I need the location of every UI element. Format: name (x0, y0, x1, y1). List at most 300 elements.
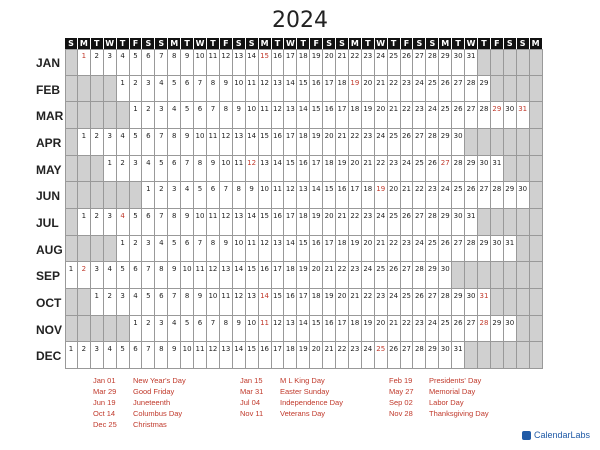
day-cell[interactable]: 16 (272, 49, 285, 76)
day-cell[interactable]: 14 (233, 262, 246, 289)
day-cell[interactable]: 27 (439, 156, 452, 183)
day-cell[interactable]: 30 (452, 209, 465, 236)
day-cell[interactable]: 19 (349, 76, 362, 103)
day-cell[interactable]: 2 (91, 129, 104, 156)
day-cell[interactable]: 18 (297, 209, 310, 236)
day-cell[interactable]: 1 (78, 209, 91, 236)
day-cell[interactable]: 21 (336, 129, 349, 156)
day-cell[interactable]: 24 (388, 289, 401, 316)
day-cell[interactable]: 27 (465, 102, 478, 129)
day-cell[interactable]: 22 (401, 102, 414, 129)
day-cell[interactable]: 29 (478, 236, 491, 263)
day-cell[interactable]: 15 (323, 182, 336, 209)
day-cell[interactable]: 9 (220, 76, 233, 103)
day-cell[interactable]: 20 (362, 76, 375, 103)
day-cell[interactable]: 22 (349, 129, 362, 156)
day-cell[interactable]: 1 (130, 102, 143, 129)
day-cell[interactable]: 2 (142, 102, 155, 129)
day-cell[interactable]: 17 (349, 182, 362, 209)
day-cell[interactable]: 15 (246, 262, 259, 289)
day-cell[interactable]: 15 (259, 209, 272, 236)
day-cell[interactable]: 14 (246, 49, 259, 76)
day-cell[interactable]: 4 (155, 236, 168, 263)
day-cell[interactable]: 29 (465, 156, 478, 183)
day-cell[interactable]: 14 (284, 236, 297, 263)
day-cell[interactable]: 7 (207, 316, 220, 343)
day-cell[interactable]: 30 (504, 102, 517, 129)
day-cell[interactable]: 14 (297, 316, 310, 343)
day-cell[interactable]: 28 (465, 76, 478, 103)
day-cell[interactable]: 4 (181, 182, 194, 209)
day-cell[interactable]: 31 (465, 49, 478, 76)
day-cell[interactable]: 17 (284, 129, 297, 156)
day-cell[interactable]: 22 (349, 209, 362, 236)
calendarlabs-logo[interactable] (522, 430, 590, 440)
day-cell[interactable]: 26 (401, 49, 414, 76)
day-cell[interactable]: 3 (155, 316, 168, 343)
day-cell[interactable]: 17 (272, 262, 285, 289)
day-cell[interactable]: 3 (104, 209, 117, 236)
day-cell[interactable]: 25 (439, 316, 452, 343)
day-cell[interactable]: 24 (401, 156, 414, 183)
day-cell[interactable]: 5 (168, 76, 181, 103)
day-cell[interactable]: 17 (336, 316, 349, 343)
day-cell[interactable]: 6 (130, 342, 143, 369)
day-cell[interactable]: 4 (117, 49, 130, 76)
day-cell[interactable]: 20 (375, 316, 388, 343)
day-cell[interactable]: 4 (104, 342, 117, 369)
day-cell[interactable]: 21 (336, 209, 349, 236)
day-cell[interactable]: 17 (323, 236, 336, 263)
day-cell[interactable]: 16 (310, 236, 323, 263)
day-cell[interactable]: 13 (272, 236, 285, 263)
day-cell[interactable]: 11 (207, 209, 220, 236)
day-cell[interactable]: 5 (168, 236, 181, 263)
day-cell[interactable]: 26 (439, 76, 452, 103)
day-cell[interactable]: 27 (426, 289, 439, 316)
day-cell[interactable]: 28 (478, 316, 491, 343)
day-cell[interactable]: 14 (259, 289, 272, 316)
day-cell[interactable]: 26 (452, 102, 465, 129)
day-cell[interactable]: 5 (181, 102, 194, 129)
day-cell[interactable]: 12 (284, 182, 297, 209)
day-cell[interactable]: 7 (155, 209, 168, 236)
day-cell[interactable]: 15 (259, 129, 272, 156)
day-cell[interactable]: 19 (375, 182, 388, 209)
day-cell[interactable]: 23 (362, 129, 375, 156)
day-cell[interactable]: 8 (155, 342, 168, 369)
day-cell[interactable]: 29 (491, 316, 504, 343)
day-cell[interactable]: 9 (181, 209, 194, 236)
day-cell[interactable]: 7 (194, 76, 207, 103)
day-cell[interactable]: 11 (207, 49, 220, 76)
day-cell[interactable]: 12 (207, 342, 220, 369)
day-cell[interactable]: 1 (117, 76, 130, 103)
day-cell[interactable]: 15 (259, 49, 272, 76)
day-cell[interactable]: 14 (246, 209, 259, 236)
day-cell[interactable]: 5 (194, 182, 207, 209)
day-cell[interactable]: 14 (246, 129, 259, 156)
day-cell[interactable]: 18 (336, 236, 349, 263)
day-cell[interactable]: 22 (362, 289, 375, 316)
day-cell[interactable]: 13 (220, 342, 233, 369)
day-cell[interactable]: 19 (362, 316, 375, 343)
day-cell[interactable]: 20 (362, 236, 375, 263)
day-cell[interactable]: 23 (388, 156, 401, 183)
day-cell[interactable]: 9 (181, 49, 194, 76)
day-cell[interactable]: 7 (155, 129, 168, 156)
day-cell[interactable]: 4 (117, 209, 130, 236)
day-cell[interactable]: 1 (104, 156, 117, 183)
day-cell[interactable]: 8 (155, 262, 168, 289)
day-cell[interactable]: 2 (130, 76, 143, 103)
day-cell[interactable]: 16 (259, 342, 272, 369)
day-cell[interactable]: 8 (168, 49, 181, 76)
day-cell[interactable]: 7 (220, 182, 233, 209)
day-cell[interactable]: 24 (426, 316, 439, 343)
day-cell[interactable]: 15 (272, 289, 285, 316)
day-cell[interactable]: 2 (130, 236, 143, 263)
day-cell[interactable]: 12 (259, 236, 272, 263)
day-cell[interactable]: 11 (233, 156, 246, 183)
day-cell[interactable]: 14 (272, 156, 285, 183)
day-cell[interactable]: 4 (117, 129, 130, 156)
day-cell[interactable]: 9 (207, 156, 220, 183)
day-cell[interactable]: 26 (388, 262, 401, 289)
day-cell[interactable]: 28 (413, 262, 426, 289)
day-cell[interactable]: 20 (336, 289, 349, 316)
day-cell[interactable]: 23 (375, 289, 388, 316)
day-cell[interactable]: 10 (246, 102, 259, 129)
day-cell[interactable]: 21 (375, 236, 388, 263)
day-cell[interactable]: 6 (130, 262, 143, 289)
day-cell[interactable]: 25 (413, 156, 426, 183)
day-cell[interactable]: 29 (504, 182, 517, 209)
day-cell[interactable]: 18 (284, 262, 297, 289)
day-cell[interactable]: 28 (452, 156, 465, 183)
day-cell[interactable]: 12 (233, 289, 246, 316)
day-cell[interactable]: 3 (91, 262, 104, 289)
day-cell[interactable]: 12 (220, 209, 233, 236)
day-cell[interactable]: 14 (297, 102, 310, 129)
day-cell[interactable]: 23 (401, 236, 414, 263)
day-cell[interactable]: 18 (349, 316, 362, 343)
day-cell[interactable]: 31 (517, 102, 530, 129)
day-cell[interactable]: 23 (413, 316, 426, 343)
day-cell[interactable]: 2 (78, 342, 91, 369)
day-cell[interactable]: 12 (259, 76, 272, 103)
day-cell[interactable]: 1 (78, 49, 91, 76)
day-cell[interactable]: 11 (246, 76, 259, 103)
day-cell[interactable]: 13 (233, 49, 246, 76)
day-cell[interactable]: 15 (310, 102, 323, 129)
day-cell[interactable]: 1 (65, 262, 78, 289)
day-cell[interactable]: 17 (310, 156, 323, 183)
day-cell[interactable]: 1 (117, 236, 130, 263)
day-cell[interactable]: 8 (168, 129, 181, 156)
day-cell[interactable]: 18 (284, 342, 297, 369)
day-cell[interactable]: 26 (439, 236, 452, 263)
day-cell[interactable]: 13 (284, 102, 297, 129)
day-cell[interactable]: 7 (207, 102, 220, 129)
day-cell[interactable]: 23 (362, 49, 375, 76)
day-cell[interactable]: 9 (181, 129, 194, 156)
day-cell[interactable]: 12 (272, 316, 285, 343)
day-cell[interactable]: 19 (349, 236, 362, 263)
day-cell[interactable]: 27 (465, 316, 478, 343)
day-cell[interactable]: 2 (155, 182, 168, 209)
day-cell[interactable]: 10 (181, 262, 194, 289)
day-cell[interactable]: 30 (491, 236, 504, 263)
day-cell[interactable]: 6 (142, 129, 155, 156)
day-cell[interactable]: 5 (181, 316, 194, 343)
day-cell[interactable]: 8 (233, 182, 246, 209)
day-cell[interactable]: 20 (310, 342, 323, 369)
day-cell[interactable]: 7 (181, 156, 194, 183)
day-cell[interactable]: 11 (207, 129, 220, 156)
day-cell[interactable]: 21 (362, 156, 375, 183)
day-cell[interactable]: 1 (142, 182, 155, 209)
day-cell[interactable]: 11 (194, 262, 207, 289)
day-cell[interactable]: 30 (478, 156, 491, 183)
day-cell[interactable]: 9 (194, 289, 207, 316)
day-cell[interactable]: 6 (194, 102, 207, 129)
day-cell[interactable]: 10 (194, 129, 207, 156)
day-cell[interactable]: 25 (401, 289, 414, 316)
day-cell[interactable]: 8 (220, 102, 233, 129)
day-cell[interactable]: 13 (297, 182, 310, 209)
day-cell[interactable]: 21 (388, 102, 401, 129)
day-cell[interactable]: 23 (349, 262, 362, 289)
day-cell[interactable]: 17 (336, 102, 349, 129)
day-cell[interactable]: 5 (117, 262, 130, 289)
day-cell[interactable]: 3 (130, 156, 143, 183)
day-cell[interactable]: 23 (362, 209, 375, 236)
day-cell[interactable]: 24 (362, 342, 375, 369)
day-cell[interactable]: 20 (323, 129, 336, 156)
day-cell[interactable]: 27 (452, 76, 465, 103)
day-cell[interactable]: 29 (426, 342, 439, 369)
day-cell[interactable]: 28 (413, 342, 426, 369)
day-cell[interactable]: 3 (104, 49, 117, 76)
day-cell[interactable]: 21 (323, 262, 336, 289)
day-cell[interactable]: 5 (142, 289, 155, 316)
day-cell[interactable]: 10 (194, 49, 207, 76)
day-cell[interactable]: 16 (310, 76, 323, 103)
day-cell[interactable]: 14 (310, 182, 323, 209)
day-cell[interactable]: 16 (323, 316, 336, 343)
day-cell[interactable]: 2 (142, 316, 155, 343)
day-cell[interactable]: 21 (388, 316, 401, 343)
day-cell[interactable]: 29 (439, 129, 452, 156)
day-cell[interactable]: 21 (401, 182, 414, 209)
day-cell[interactable]: 3 (155, 102, 168, 129)
day-cell[interactable]: 6 (207, 182, 220, 209)
day-cell[interactable]: 6 (181, 236, 194, 263)
day-cell[interactable]: 30 (517, 182, 530, 209)
day-cell[interactable]: 6 (168, 156, 181, 183)
day-cell[interactable]: 8 (194, 156, 207, 183)
day-cell[interactable]: 6 (142, 49, 155, 76)
day-cell[interactable]: 29 (491, 102, 504, 129)
day-cell[interactable]: 25 (375, 262, 388, 289)
day-cell[interactable]: 23 (413, 102, 426, 129)
day-cell[interactable]: 30 (465, 289, 478, 316)
day-cell[interactable]: 25 (426, 236, 439, 263)
day-cell[interactable]: 28 (439, 289, 452, 316)
day-cell[interactable]: 25 (439, 102, 452, 129)
day-cell[interactable]: 16 (297, 156, 310, 183)
day-cell[interactable]: 17 (284, 209, 297, 236)
day-cell[interactable]: 10 (246, 316, 259, 343)
day-cell[interactable]: 26 (388, 342, 401, 369)
day-cell[interactable]: 27 (413, 49, 426, 76)
day-cell[interactable]: 22 (388, 236, 401, 263)
day-cell[interactable]: 12 (207, 262, 220, 289)
day-cell[interactable]: 30 (439, 342, 452, 369)
day-cell[interactable]: 11 (259, 316, 272, 343)
day-cell[interactable]: 22 (336, 342, 349, 369)
day-cell[interactable]: 25 (388, 49, 401, 76)
day-cell[interactable]: 1 (65, 342, 78, 369)
day-cell[interactable]: 17 (284, 49, 297, 76)
day-cell[interactable]: 24 (426, 102, 439, 129)
day-cell[interactable]: 14 (233, 342, 246, 369)
day-cell[interactable]: 4 (155, 76, 168, 103)
day-cell[interactable]: 17 (297, 289, 310, 316)
day-cell[interactable]: 12 (220, 49, 233, 76)
day-cell[interactable]: 16 (336, 182, 349, 209)
day-cell[interactable]: 8 (181, 289, 194, 316)
day-cell[interactable]: 7 (142, 262, 155, 289)
day-cell[interactable]: 16 (323, 102, 336, 129)
day-cell[interactable]: 23 (401, 76, 414, 103)
day-cell[interactable]: 21 (375, 76, 388, 103)
day-cell[interactable]: 29 (439, 49, 452, 76)
day-cell[interactable]: 10 (194, 209, 207, 236)
day-cell[interactable]: 13 (246, 289, 259, 316)
day-cell[interactable]: 22 (388, 76, 401, 103)
day-cell[interactable]: 6 (155, 289, 168, 316)
day-cell[interactable]: 31 (478, 289, 491, 316)
day-cell[interactable]: 24 (413, 236, 426, 263)
day-cell[interactable]: 30 (452, 49, 465, 76)
day-cell[interactable]: 28 (426, 209, 439, 236)
day-cell[interactable]: 17 (272, 342, 285, 369)
day-cell[interactable]: 25 (452, 182, 465, 209)
day-cell[interactable]: 4 (142, 156, 155, 183)
day-cell[interactable]: 26 (465, 182, 478, 209)
day-cell[interactable]: 4 (168, 102, 181, 129)
day-cell[interactable]: 13 (233, 209, 246, 236)
day-cell[interactable]: 11 (246, 236, 259, 263)
day-cell[interactable]: 20 (388, 182, 401, 209)
day-cell[interactable]: 10 (233, 76, 246, 103)
day-cell[interactable]: 30 (452, 129, 465, 156)
day-cell[interactable]: 9 (233, 102, 246, 129)
day-cell[interactable]: 20 (310, 262, 323, 289)
day-cell[interactable]: 15 (284, 156, 297, 183)
day-cell[interactable]: 29 (439, 209, 452, 236)
day-cell[interactable]: 25 (388, 129, 401, 156)
day-cell[interactable]: 3 (117, 289, 130, 316)
day-cell[interactable]: 1 (91, 289, 104, 316)
day-cell[interactable]: 10 (233, 236, 246, 263)
day-cell[interactable]: 26 (413, 289, 426, 316)
day-cell[interactable]: 31 (452, 342, 465, 369)
day-cell[interactable]: 13 (233, 129, 246, 156)
day-cell[interactable]: 28 (478, 102, 491, 129)
day-cell[interactable]: 8 (220, 316, 233, 343)
day-cell[interactable]: 28 (465, 236, 478, 263)
day-cell[interactable]: 23 (349, 342, 362, 369)
day-cell[interactable]: 18 (349, 102, 362, 129)
day-cell[interactable]: 2 (91, 49, 104, 76)
day-cell[interactable]: 7 (168, 289, 181, 316)
day-cell[interactable]: 17 (323, 76, 336, 103)
day-cell[interactable]: 11 (194, 342, 207, 369)
day-cell[interactable]: 10 (220, 156, 233, 183)
day-cell[interactable]: 10 (207, 289, 220, 316)
day-cell[interactable]: 18 (310, 289, 323, 316)
day-cell[interactable]: 6 (142, 209, 155, 236)
day-cell[interactable]: 28 (426, 49, 439, 76)
day-cell[interactable]: 24 (413, 76, 426, 103)
day-cell[interactable]: 21 (349, 289, 362, 316)
day-cell[interactable]: 16 (259, 262, 272, 289)
day-cell[interactable]: 28 (491, 182, 504, 209)
day-cell[interactable]: 13 (284, 316, 297, 343)
day-cell[interactable]: 5 (130, 49, 143, 76)
day-cell[interactable]: 18 (336, 76, 349, 103)
day-cell[interactable]: 9 (220, 236, 233, 263)
day-cell[interactable]: 19 (310, 129, 323, 156)
day-cell[interactable]: 31 (465, 209, 478, 236)
day-cell[interactable]: 18 (297, 49, 310, 76)
day-cell[interactable]: 9 (168, 342, 181, 369)
day-cell[interactable]: 21 (323, 342, 336, 369)
day-cell[interactable]: 27 (401, 262, 414, 289)
day-cell[interactable]: 5 (130, 209, 143, 236)
day-cell[interactable]: 13 (220, 262, 233, 289)
day-cell[interactable]: 29 (478, 76, 491, 103)
day-cell[interactable]: 1 (78, 129, 91, 156)
day-cell[interactable]: 21 (336, 49, 349, 76)
day-cell[interactable]: 11 (259, 102, 272, 129)
day-cell[interactable]: 27 (413, 209, 426, 236)
day-cell[interactable]: 19 (310, 49, 323, 76)
day-cell[interactable]: 24 (375, 49, 388, 76)
day-cell[interactable]: 16 (272, 129, 285, 156)
day-cell[interactable]: 20 (375, 102, 388, 129)
day-cell[interactable]: 25 (388, 209, 401, 236)
day-cell[interactable]: 19 (323, 289, 336, 316)
day-cell[interactable]: 3 (91, 342, 104, 369)
day-cell[interactable]: 3 (104, 129, 117, 156)
day-cell[interactable]: 20 (349, 156, 362, 183)
day-cell[interactable]: 29 (426, 262, 439, 289)
day-cell[interactable]: 22 (336, 262, 349, 289)
day-cell[interactable]: 12 (246, 156, 259, 183)
day-cell[interactable]: 11 (220, 289, 233, 316)
day-cell[interactable]: 26 (426, 156, 439, 183)
day-cell[interactable]: 8 (207, 76, 220, 103)
day-cell[interactable]: 1 (130, 316, 143, 343)
day-cell[interactable]: 19 (362, 102, 375, 129)
day-cell[interactable]: 22 (413, 182, 426, 209)
day-cell[interactable]: 9 (233, 316, 246, 343)
day-cell[interactable]: 4 (130, 289, 143, 316)
